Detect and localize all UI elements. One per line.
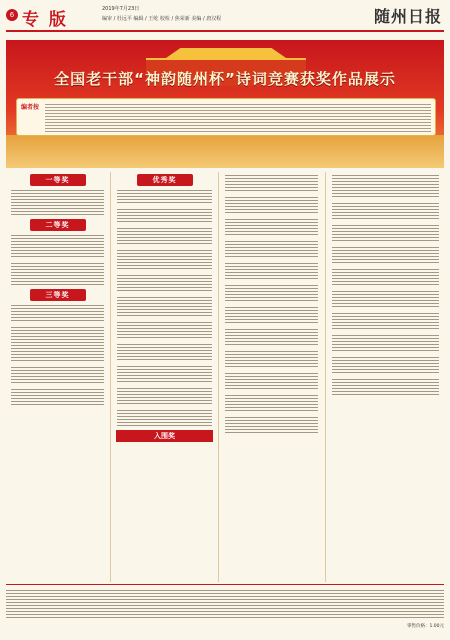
poem-text xyxy=(11,233,104,257)
poem-entry xyxy=(330,311,441,329)
column-3 xyxy=(220,172,323,582)
poem-entry xyxy=(330,377,441,395)
poem-text xyxy=(225,393,318,411)
poem-entry xyxy=(115,408,214,426)
poem-entry xyxy=(330,355,441,373)
issue-date: 2019年7月23日 xyxy=(102,6,140,12)
poem-entry xyxy=(330,201,441,219)
poem-text xyxy=(117,226,212,244)
column-1 xyxy=(6,172,109,582)
award-heading: 入围奖 xyxy=(116,430,213,442)
poem-text xyxy=(11,365,104,383)
poem-text xyxy=(332,267,439,285)
poem-text xyxy=(225,305,318,323)
award-heading: 三等奖 xyxy=(30,289,86,301)
poem-text xyxy=(117,295,212,316)
poem-entry xyxy=(223,217,320,235)
page-number-badge: 6 xyxy=(6,9,18,21)
poem-entry xyxy=(115,342,214,360)
column-divider xyxy=(110,172,111,582)
poem-entry xyxy=(9,261,106,285)
poem-entry xyxy=(223,283,320,301)
poem-text xyxy=(11,387,104,405)
page-header xyxy=(0,0,450,40)
editor-note-label: 编者按 xyxy=(21,104,40,111)
column-divider xyxy=(218,172,219,582)
poem-text xyxy=(332,173,439,197)
poem-text xyxy=(225,239,318,257)
poem-entry xyxy=(115,273,214,291)
poem-entry xyxy=(115,248,214,269)
editor-note-box xyxy=(16,98,436,136)
poem-entry xyxy=(223,371,320,389)
poem-text xyxy=(11,303,104,321)
poem-text xyxy=(117,273,212,291)
poem-entry xyxy=(115,364,214,382)
poem-entry xyxy=(9,233,106,257)
poem-entry xyxy=(330,173,441,197)
poem-text xyxy=(225,217,318,235)
poem-text xyxy=(11,325,104,361)
poem-entry xyxy=(330,223,441,241)
poem-text xyxy=(225,261,318,279)
poem-entry xyxy=(330,333,441,351)
poem-text xyxy=(117,364,212,382)
poem-text xyxy=(225,195,318,213)
poem-text xyxy=(117,188,212,203)
poem-entry xyxy=(115,386,214,404)
poem-text xyxy=(117,386,212,404)
poem-entry xyxy=(223,327,320,345)
poem-entry xyxy=(9,325,106,361)
poem-entry xyxy=(223,195,320,213)
poem-text xyxy=(332,311,439,329)
banner-crowd-illustration xyxy=(6,135,444,168)
editor-credits: 编审 / 杜远平 编辑 / 王屹 校检 / 焦荣新 美编 / 唐汉程 xyxy=(102,16,222,22)
poem-entry xyxy=(9,387,106,405)
poem-entry xyxy=(223,261,320,279)
page-footer xyxy=(6,584,444,637)
award-heading: 优秀奖 xyxy=(137,174,193,186)
poem-text xyxy=(332,377,439,395)
poem-text xyxy=(332,333,439,351)
poem-text xyxy=(332,245,439,263)
poem-text xyxy=(332,289,439,307)
poem-text xyxy=(225,349,318,367)
poem-entry xyxy=(9,188,106,215)
poem-entry xyxy=(330,245,441,263)
poem-entry xyxy=(223,349,320,367)
poem-entry xyxy=(9,365,106,383)
poem-text xyxy=(225,415,318,433)
feature-banner xyxy=(6,40,444,168)
feature-title: 全国老干部“神韵随州杯”诗词竞赛获奖作品展示 xyxy=(54,70,396,88)
poem-text xyxy=(117,342,212,360)
footer-contact-lines xyxy=(6,588,444,618)
poem-text xyxy=(11,188,104,215)
poem-text xyxy=(225,283,318,301)
poem-text xyxy=(117,408,212,426)
editor-note-text xyxy=(45,102,431,132)
poem-text xyxy=(332,201,439,219)
poem-entry xyxy=(115,207,214,222)
poem-text xyxy=(225,371,318,389)
poem-entry xyxy=(223,173,320,191)
poem-entry xyxy=(115,320,214,338)
poem-text xyxy=(117,207,212,222)
poem-entry xyxy=(223,415,320,433)
award-heading: 一等奖 xyxy=(30,174,86,186)
poem-text xyxy=(225,327,318,345)
poem-text xyxy=(11,261,104,285)
poem-entry xyxy=(115,188,214,203)
column-2 xyxy=(112,172,217,582)
poem-entry xyxy=(115,226,214,244)
award-heading: 二等奖 xyxy=(30,219,86,231)
column-divider xyxy=(325,172,326,582)
poem-entry xyxy=(330,289,441,307)
poem-entry xyxy=(223,393,320,411)
header-rule xyxy=(6,30,444,32)
retail-price: 零售价格：1.00元 xyxy=(406,624,444,629)
poem-entry xyxy=(330,267,441,285)
poem-text xyxy=(117,320,212,338)
section-title: 专 版 xyxy=(22,10,68,30)
poem-entry xyxy=(223,239,320,257)
newspaper-masthead: 随州日报 xyxy=(373,7,442,26)
poem-text xyxy=(225,173,318,191)
poem-entry xyxy=(115,295,214,316)
poem-entry xyxy=(9,303,106,321)
poem-text xyxy=(332,355,439,373)
column-4 xyxy=(327,172,444,582)
poem-text xyxy=(117,248,212,269)
poem-text xyxy=(332,223,439,241)
poem-entry xyxy=(223,305,320,323)
